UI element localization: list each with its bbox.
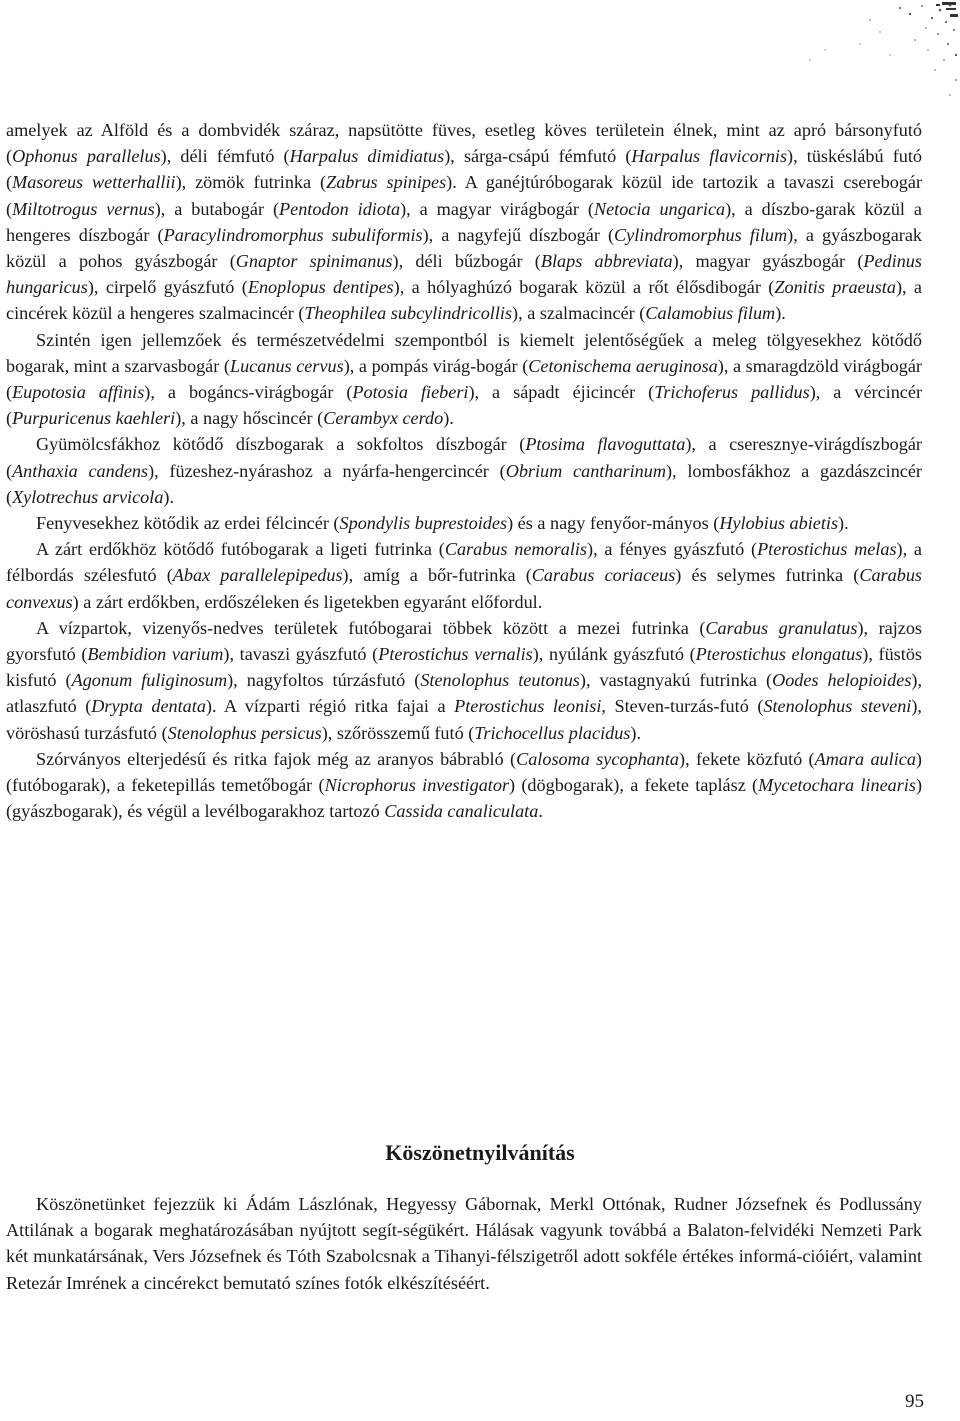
text-run: Fenyvesekhez kötődik az erdei félcincér ( xyxy=(36,513,340,534)
text-run: ) (gyászbogarak), és végül a levélbogarakhoz tartozó xyxy=(6,775,923,822)
text-run: ), a hólyaghúzó bogarak közül a rőt élősdibogár ( xyxy=(393,277,775,298)
text-run: ), füzeshez-nyárashoz a nyárfa-hengercincér ( xyxy=(148,460,506,481)
species-name: Stenolophus persicus xyxy=(167,722,322,743)
text-run: ), a smaragdzöld virágbogár ( xyxy=(6,355,922,403)
text-run: ), tüskéslábú futó ( xyxy=(6,146,922,193)
text-run: ). xyxy=(163,486,175,507)
text-run: ), rajzos gyorsfutó ( xyxy=(6,617,922,665)
species-name: Zabrus spinipes xyxy=(326,172,447,193)
species-name: Pterostichus melas xyxy=(757,539,897,560)
species-name: Xylotrechus arvicola xyxy=(12,486,164,507)
species-name: Cerambyx cerdo xyxy=(323,408,444,429)
text-run: ), a fényes gyászfutó ( xyxy=(587,539,758,560)
acknowledgement-section xyxy=(6,1191,922,1296)
species-name: Potosia fieberi xyxy=(352,382,469,403)
species-name: Abax parallelepipedus xyxy=(172,565,343,586)
species-name: Spondylis buprestoides xyxy=(339,513,508,534)
text-run: ), nagyfoltos túrzásfutó ( xyxy=(227,670,421,691)
species-name: Trichocellus placidus xyxy=(474,722,631,743)
text-run: ), amíg a bőr-futrinka ( xyxy=(342,565,532,586)
text-run: ) (futóbogarak), a feketepillás temetőbogár ( xyxy=(6,748,922,796)
text-run: ), a sápadt éjicincér ( xyxy=(468,382,655,403)
acknowledgement-heading: Köszönetnyilvánítás xyxy=(385,1140,575,1165)
species-name: Eupotosia affinis xyxy=(12,382,145,403)
species-name: Anthaxia candens xyxy=(12,460,149,481)
text-run: A vízpartok, vizenyős-nedves területek futóbogarai többek között a mezei futrinka ( xyxy=(36,617,706,638)
text-run: A zárt erdőkhöz kötődő futóbogarak a ligeti futrinka ( xyxy=(36,539,445,560)
species-name: Mycetochara linearis xyxy=(758,775,916,796)
body-paragraph xyxy=(6,431,922,510)
text-run: ), a gyászbogarak közül a pohos gyászbogár ( xyxy=(6,224,923,272)
species-name: Trichoferus pallidus xyxy=(654,382,810,403)
text-run: ), a félbordás szélesfutó ( xyxy=(6,539,922,586)
text-run: ). A vízparti régió ritka fajai a xyxy=(205,696,455,717)
species-name: Pentodon idiota xyxy=(279,198,401,219)
species-name: Cassida canaliculata xyxy=(384,801,539,822)
species-name: Cetonischema aeruginosa xyxy=(528,355,718,376)
scan-noise-artifact xyxy=(750,0,960,110)
text-run: ), déli fémfutó ( xyxy=(160,146,290,167)
species-name: Masoreus wetterhallii xyxy=(12,172,176,193)
species-name: Agonum fuliginosum xyxy=(71,670,228,691)
species-name: Carabus nemoralis xyxy=(444,539,588,560)
species-name: Purpuricenus kaehleri xyxy=(12,408,176,429)
species-name: Amara aulica xyxy=(814,748,916,769)
main-text xyxy=(6,117,922,824)
text-run: ), a cincérek közül a hengeres szalmacincér ( xyxy=(6,277,922,324)
species-name: Zonitis praeusta xyxy=(774,277,896,298)
text-run: ), szőrösszemű futó ( xyxy=(321,722,475,743)
text-run: ), cirpelő gyászfutó ( xyxy=(87,277,248,298)
body-paragraph xyxy=(6,615,922,746)
text-run: Szintén igen jellemzőek és természetvédelmi szempontból is kiemelt jelentőségűek a meleg tölgyesekhez kötődő bogarak, mint a szarvasbogár ( xyxy=(6,329,922,376)
text-run: ). xyxy=(443,408,454,429)
species-name: Enoplopus dentipes xyxy=(247,277,394,298)
species-name: Ptosima flavoguttata xyxy=(525,434,686,455)
text-run: amelyek az Alföld és a dombvidék száraz, napsütötte füves, esetleg köves területein élnek, mint az apró bársonyfutó ( xyxy=(6,120,922,167)
page-number: 95 xyxy=(905,1391,924,1412)
text-run: ), vastagnyakú futrinka ( xyxy=(579,670,773,691)
body-paragraph xyxy=(6,117,922,327)
species-name: Pterostichus vernalis xyxy=(378,644,533,665)
text-run: ), atlaszfutó ( xyxy=(6,670,923,717)
species-name: Nicrophorus investigator xyxy=(324,775,510,796)
species-name: Miltotrogus vernus xyxy=(12,198,155,219)
species-name: Pterostichus elongatus xyxy=(695,644,863,665)
body-paragraph xyxy=(6,510,922,536)
text-run: ). xyxy=(838,513,849,534)
species-name: Theophilea subcylindricollis xyxy=(304,303,513,324)
text-run: ), a magyar virágbogár ( xyxy=(400,198,594,219)
species-name: Bembidion varium xyxy=(87,644,224,665)
text-run: ), füstös kisfutó ( xyxy=(6,644,922,691)
text-run: ), zömök futrinka ( xyxy=(175,172,327,193)
text-run: ) és selymes futrinka ( xyxy=(675,565,860,586)
body-paragraph xyxy=(6,746,922,825)
species-name: Harpalus dimidiatus xyxy=(289,146,445,167)
species-name: Lucanus cervus xyxy=(229,355,344,376)
species-name: Netocia ungarica xyxy=(593,198,726,219)
species-name: Calamobius filum xyxy=(645,303,776,324)
text-run: ), vöröshasú turzásfutó ( xyxy=(6,696,922,743)
species-name: Stenolophus teutonus xyxy=(420,670,580,691)
text-run: ), tavaszi gyászfutó ( xyxy=(223,644,379,665)
text-run: ), a szalmacincér ( xyxy=(512,303,646,324)
text-run: ), a nagyfejű díszbogár ( xyxy=(422,224,615,245)
species-name: Oodes helopioides xyxy=(772,670,912,691)
species-name: Blaps abbreviata xyxy=(540,251,673,272)
text-run: ), fekete közfutó ( xyxy=(679,748,815,769)
species-name: Drypta dentata xyxy=(91,696,206,717)
text-run: ), déli bűzbogár ( xyxy=(392,251,541,272)
text-run: ). xyxy=(630,722,641,743)
text-run: ) a zárt erdőkben, erdőszéleken és ligetekben egyaránt előfordul. xyxy=(72,591,543,612)
text-run: ) (dögbogarak), a fekete taplász ( xyxy=(509,775,759,796)
acknowledgement-text: Köszönetünket fejezzük ki Ádám Lászlónak, Hegyessy Gábornak, Merkl Ottónak, Rudner Józsefnek és Podlussány Attilának a bogarak meghatározásában nyújtott segít-ségükért. Hálásak vagyunk továbbá a Balaton-felvidéki Nemzeti Park két munkatársának, Vers Józsefnek és Tóth Szabolcsnak a Tihanyi-félszigetről adott sokféle értékes informá-cióiért, valamint Retezár Imrének a cincérekct bemutató színes fotók elkészítéséért. xyxy=(6,1194,922,1293)
species-name: Paracylindromorphus subuliformis xyxy=(163,224,423,245)
species-name: Stenolophus steveni xyxy=(763,696,912,717)
body-paragraph xyxy=(6,536,922,615)
species-name: Pterostichus leonisi xyxy=(454,696,602,717)
text-run: ), nyúlánk gyászfutó ( xyxy=(532,644,696,665)
text-run: ). A ganéjtúróbogarak közül ide tartozik a tavaszi cserebogár ( xyxy=(6,172,923,219)
text-run: ), a vércincér ( xyxy=(6,382,922,429)
text-run: . xyxy=(538,801,543,822)
species-name: Pedinus hungaricus xyxy=(6,251,922,298)
text-run: ). xyxy=(775,303,786,324)
species-name: Carabus coriaceus xyxy=(531,565,676,586)
text-run: ), sárga-csápú fémfutó ( xyxy=(444,146,632,167)
species-name: Calosoma sycophanta xyxy=(516,748,680,769)
species-name: Carabus convexus xyxy=(6,565,922,612)
text-run: ), a cseresznye-virágdíszbogár ( xyxy=(6,434,922,481)
species-name: Harpalus flavicornis xyxy=(631,146,788,167)
text-run: ), a bogáncs-virágbogár ( xyxy=(144,382,353,403)
species-name: Obrium cantharinum xyxy=(505,460,666,481)
species-name: Cylindromorphus filum xyxy=(614,224,788,245)
text-run: ), a nagy hőscincér ( xyxy=(175,408,324,429)
text-run: Gyümölcsfákhoz kötődő díszbogarak a sokfoltos díszbogár ( xyxy=(36,434,526,455)
text-run: ), a butabogár ( xyxy=(154,198,280,219)
species-name: Gnaptor spinimanus xyxy=(235,251,393,272)
species-name: Ophonus parallelus xyxy=(12,146,161,167)
species-name: Hylobius abietis xyxy=(719,513,839,534)
body-paragraph xyxy=(6,327,922,432)
text-run: ), magyar gyászbogár ( xyxy=(672,251,864,272)
text-run: , Steven-turzás-futó ( xyxy=(601,696,764,717)
text-run: Szórványos elterjedésű és ritka fajok még az aranyos bábrabló ( xyxy=(36,748,517,769)
text-run: ), a pompás virág-bogár ( xyxy=(343,355,529,376)
text-run: ), a díszbo-garak közül a hengeres díszbogár ( xyxy=(6,198,922,245)
species-name: Carabus granulatus xyxy=(705,617,858,638)
text-run: ), lombosfákhoz a gazdászcincér ( xyxy=(6,460,922,507)
text-run: ) és a nagy fenyőor-mányos ( xyxy=(507,513,720,534)
